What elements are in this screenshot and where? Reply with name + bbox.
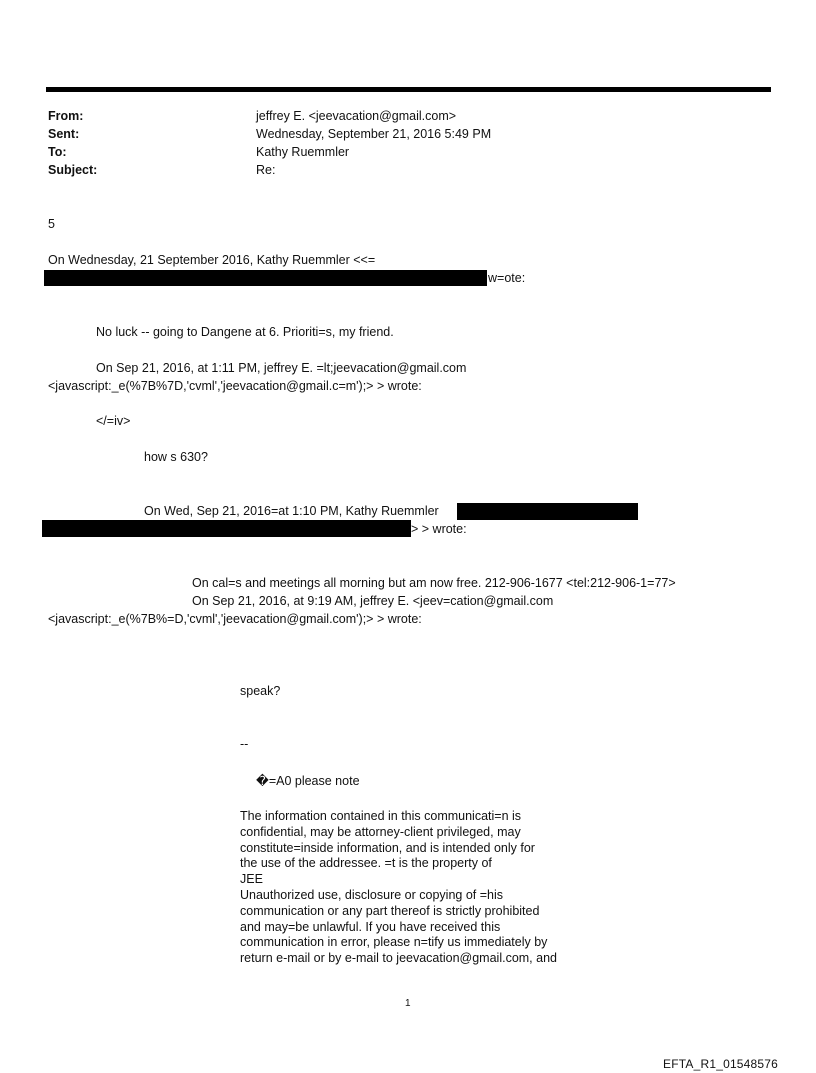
message-3: On cal=s and meetings all morning but am now free. 212-906-1677 <tel:212-906-1=77>: [192, 576, 676, 590]
disclaimer-line: The information contained in this communicati=n is: [240, 809, 522, 823]
disclaimer-line: return e-mail or by e-mail to jeevacation@gmail.com, and: [240, 951, 557, 966]
disclaimer-line: communication or any part thereof is strictly prohibited: [240, 903, 540, 918]
note-line: �=A0 please note: [256, 774, 360, 788]
redaction-block: [44, 270, 487, 286]
signature-separator: --: [240, 737, 249, 751]
from-value: jeffrey E. <jeevacation@gmail.com>: [256, 109, 457, 123]
disclaimer-line: Unauthorized use, disclosure or copying of =his: [240, 887, 503, 902]
quote4-line2: <javascript:_e(%7B%=D,'cvml','jeevacation@gmail.com');> > wrote:: [48, 612, 422, 626]
document-id: EFTA_R1_01548576: [663, 1057, 779, 1071]
div-tag-text: </=iv>: [96, 414, 131, 428]
to-label: To:: [48, 145, 67, 159]
quote2-line1: On Sep 21, 2016, at 1:11 PM, jeffrey E. =lt;jeevacation@gmail.com: [96, 361, 467, 375]
disclaimer: [240, 809, 600, 967]
subject-value: Re:: [256, 163, 276, 177]
disclaimer-line: communication in error, please n=tify us immediately by: [240, 935, 548, 950]
quote3-line2: > > wrote:: [411, 522, 467, 536]
from-label: From:: [48, 109, 84, 123]
disclaimer-line: confidential, may be attorney-client privileged, may: [240, 824, 521, 839]
disclaimer-line: JEE: [240, 872, 263, 887]
redaction-block: [42, 520, 411, 537]
quote1-line1: On Wednesday, 21 September 2016, Kathy Ruemmler <<=: [48, 253, 376, 267]
quote4-line1: On Sep 21, 2016, at 9:19 AM, jeffrey E. <jeev=cation@gmail.com: [192, 594, 554, 608]
header-rule: [46, 87, 771, 92]
disclaimer-line: and may=be unlawful. If you have received this: [240, 919, 501, 934]
disclaimer-line: constitute=inside information, and is intended only for: [240, 840, 535, 855]
reply-text: 5: [48, 217, 55, 231]
message-1: No luck -- going to Dangene at 6. Prioriti=s, my friend.: [96, 325, 394, 339]
subject-label: Subject:: [48, 163, 98, 177]
sent-label: Sent:: [48, 127, 80, 141]
quote1-line2: w=ote:: [488, 271, 526, 285]
page-number: 1: [405, 998, 411, 1009]
to-value: Kathy Ruemmler: [256, 145, 350, 159]
message-4: speak?: [240, 684, 281, 698]
disclaimer-line: the use of the addressee. =t is the property of: [240, 856, 492, 871]
quote2-line2: <javascript:_e(%7B%7D,'cvml','jeevacation@gmail.c=m');> > wrote:: [48, 379, 422, 393]
message-2: how s 630?: [144, 450, 208, 464]
quote3-line1: On Wed, Sep 21, 2016=at 1:10 PM, Kathy Ruemmler: [144, 504, 439, 518]
sent-value: Wednesday, September 21, 2016 5:49 PM: [256, 127, 492, 141]
redaction-block: [457, 503, 638, 520]
